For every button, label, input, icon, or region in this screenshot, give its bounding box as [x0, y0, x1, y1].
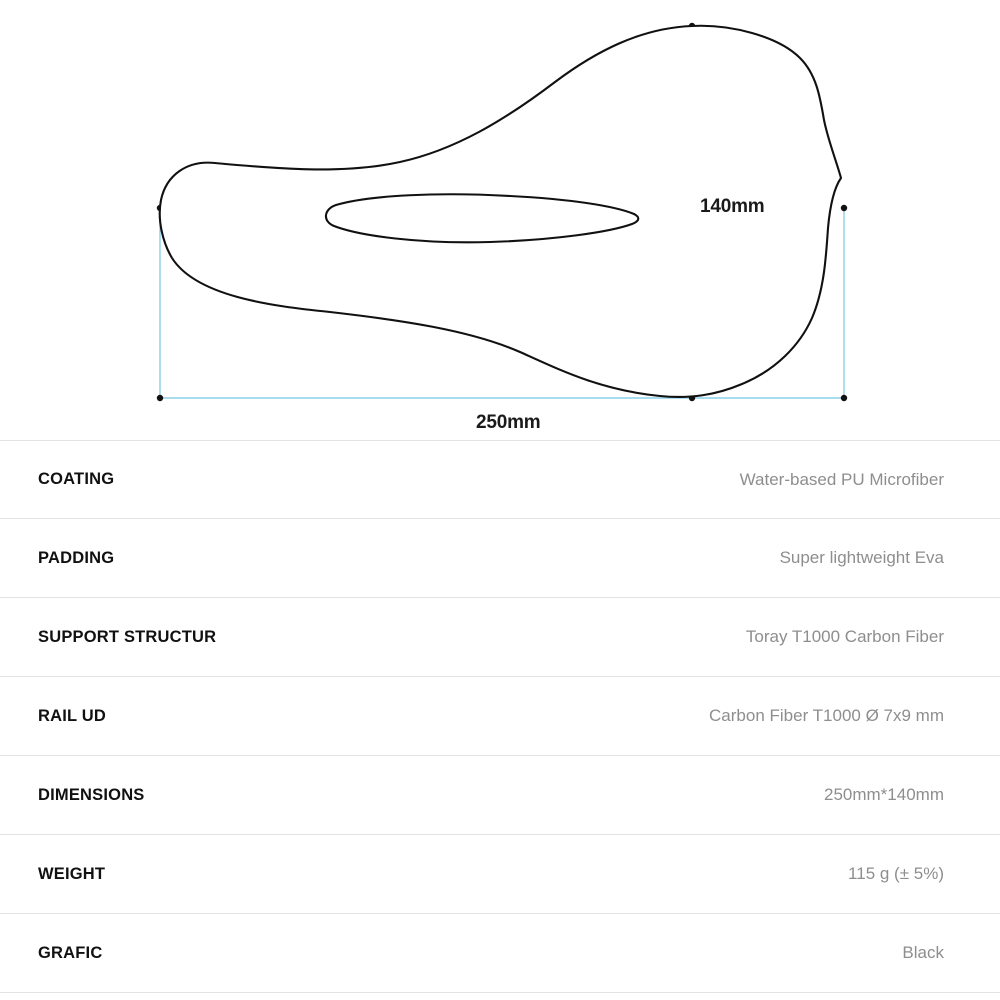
spec-key: RAIL UD — [38, 706, 107, 725]
table-row — [0, 914, 1000, 993]
height-dimension-label: 140mm — [700, 196, 765, 217]
spec-key: PADDING — [38, 548, 115, 567]
spec-key: GRAFIC — [38, 943, 103, 962]
spec-value: Carbon Fiber T1000 Ø 7x9 mm — [709, 706, 944, 725]
spec-value: 250mm*140mm — [824, 785, 944, 804]
table-row — [0, 677, 1000, 756]
table-row — [0, 598, 1000, 677]
spec-key: DIMENSIONS — [38, 785, 145, 804]
spec-table — [0, 440, 1000, 993]
spec-value: 115 g (± 5%) — [848, 864, 944, 883]
table-row — [0, 756, 1000, 835]
spec-key: WEIGHT — [38, 864, 106, 883]
spec-key: COATING — [38, 470, 115, 488]
saddle-diagram — [0, 0, 1000, 440]
spec-value: Black — [902, 943, 944, 962]
spec-value: Super lightweight Eva — [779, 548, 944, 567]
spec-value: Water-based PU Microfiber — [739, 469, 944, 489]
table-row — [0, 835, 1000, 914]
table-row — [0, 440, 1000, 519]
width-dimension-label: 250mm — [476, 412, 541, 433]
table-row — [0, 519, 1000, 598]
spec-key: SUPPORT STRUCTUR — [38, 627, 217, 646]
spec-value: Toray T1000 Carbon Fiber — [745, 627, 944, 646]
